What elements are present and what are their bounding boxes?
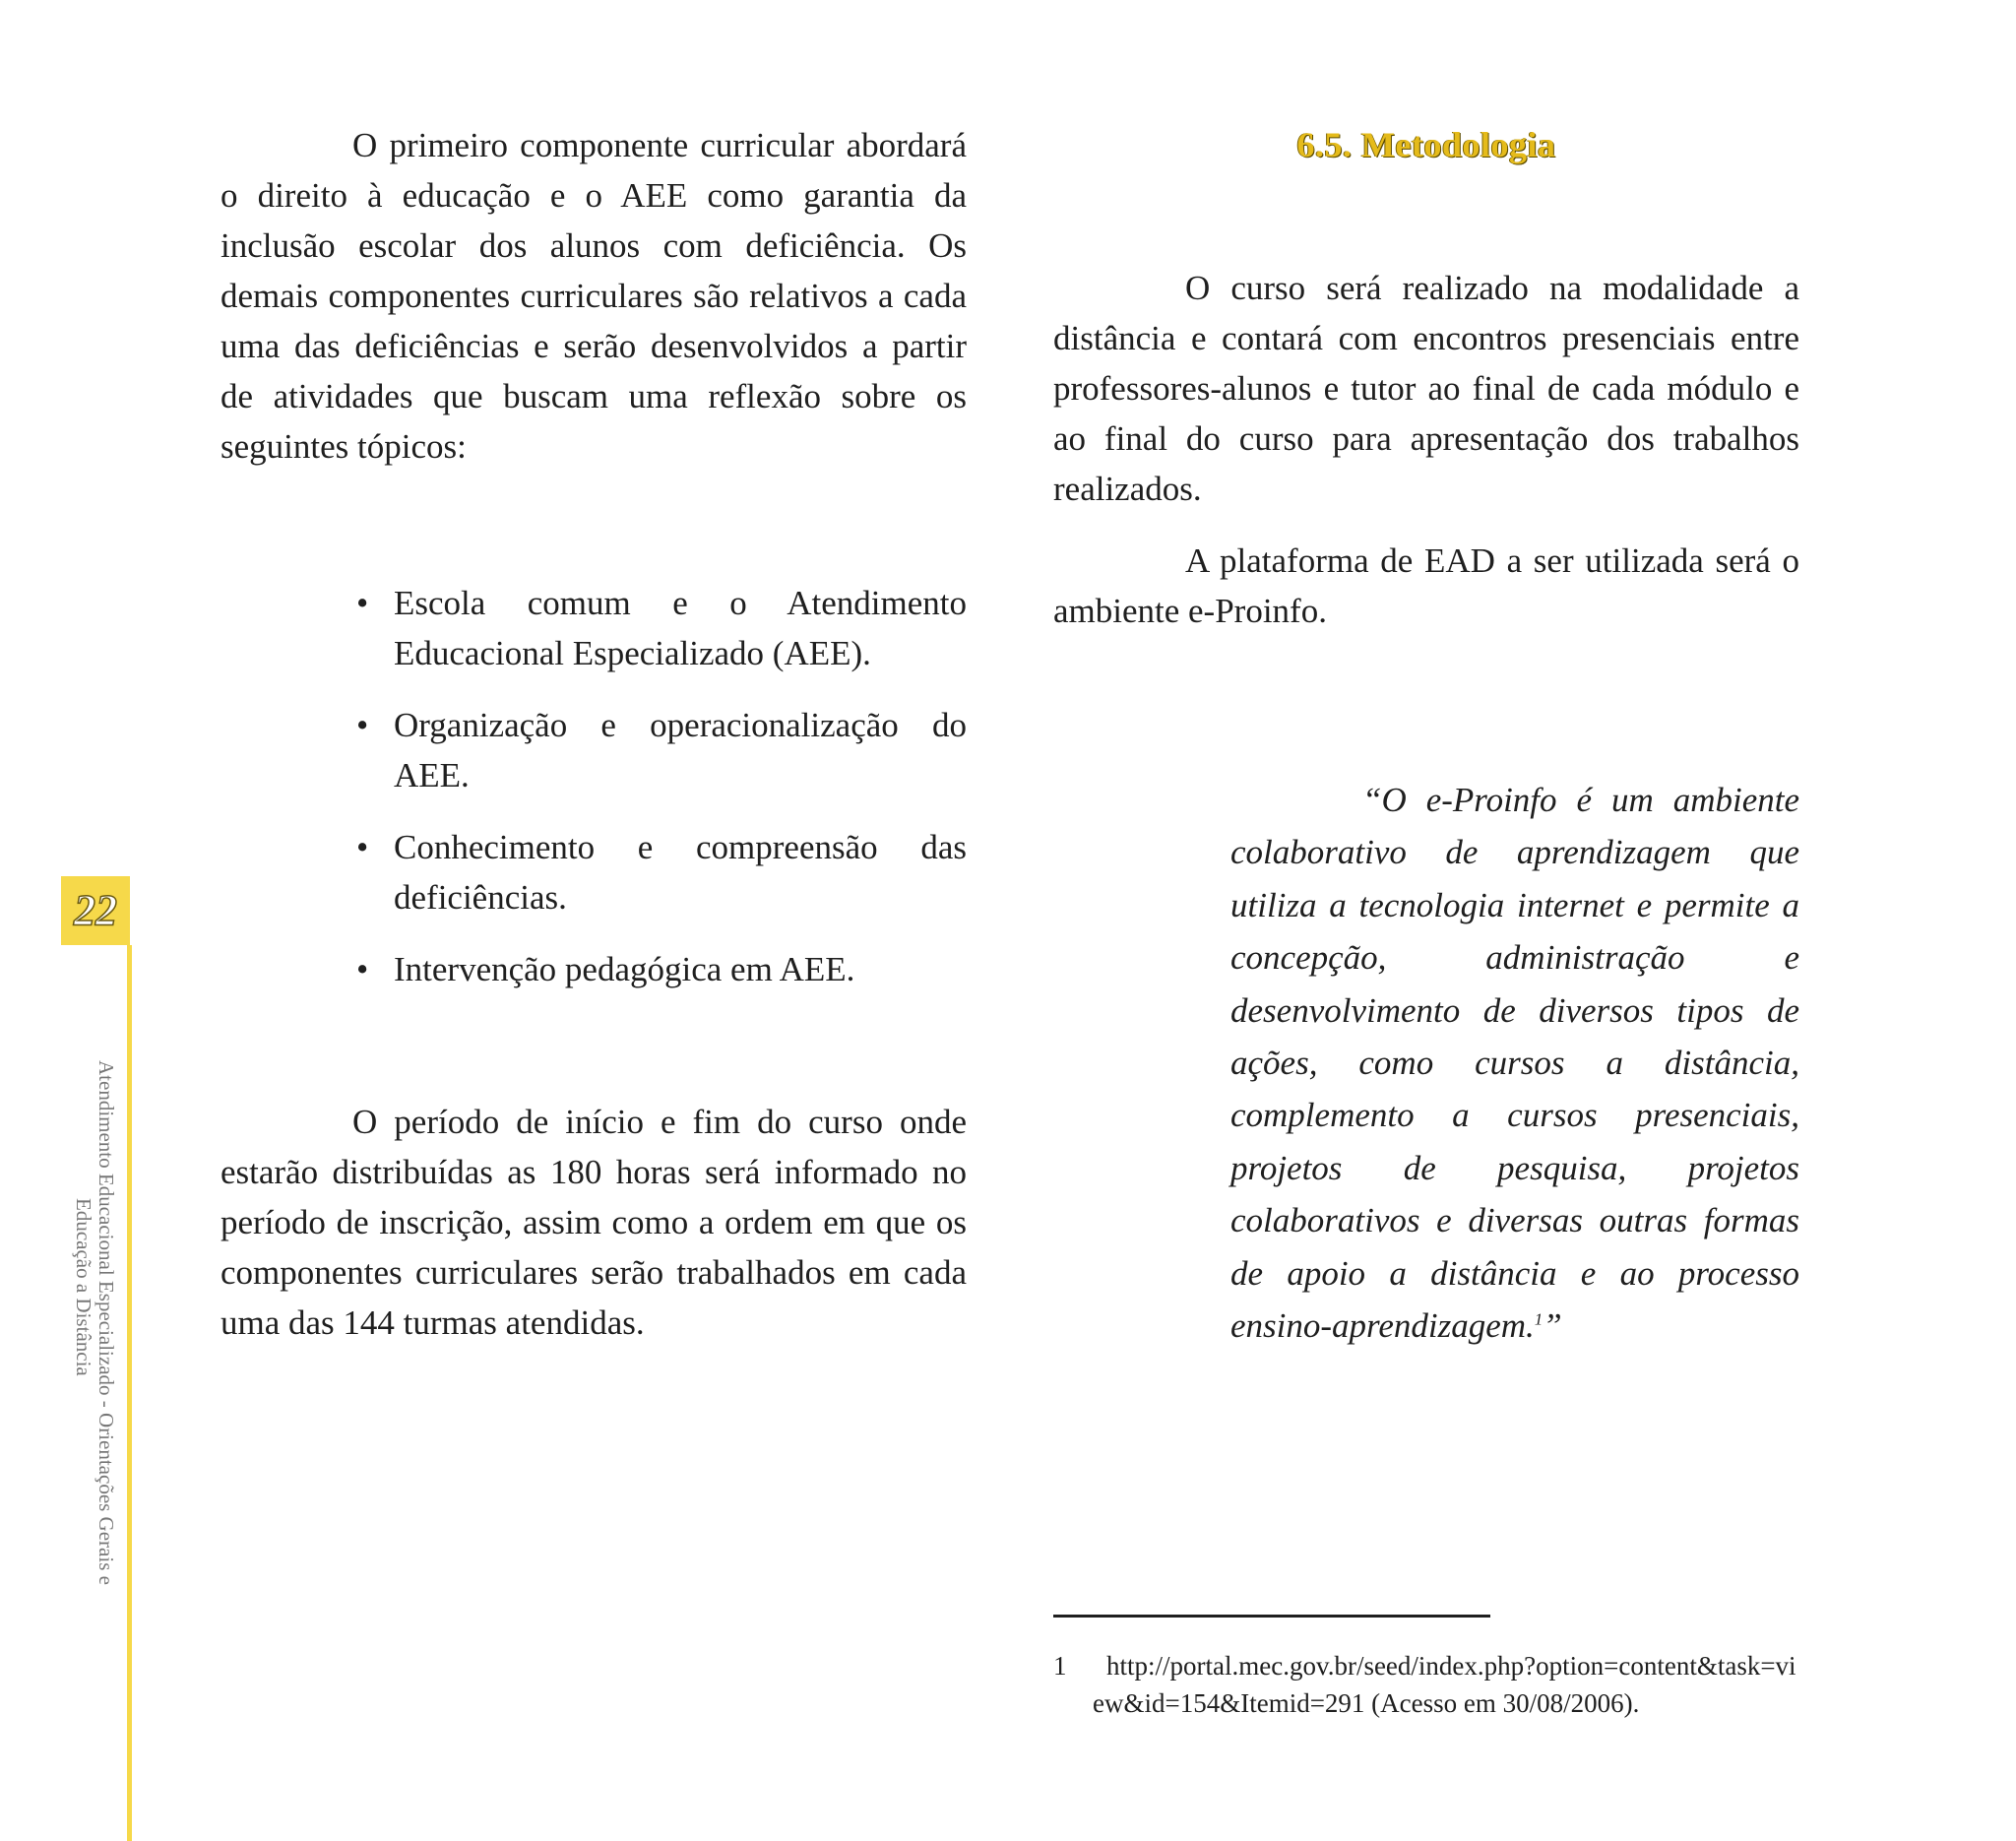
footnote: [1053, 1647, 1799, 1722]
footnote-reference[interactable]: 1: [1534, 1309, 1544, 1329]
topic-text: Organização e operacionalização do AEE.: [394, 706, 967, 794]
topic-text: Intervenção pedagógica em AEE.: [394, 950, 855, 988]
platform-paragraph: A plataforma de EAD a ser utilizada será o ambiente e-Proinfo.: [1053, 541, 1799, 630]
page-number: 22: [74, 886, 117, 934]
running-title-line-1: Atendimento Educacional Especializado - Orientações Gerais e: [94, 1060, 118, 1585]
topics-list: [352, 578, 967, 994]
period-paragraph: O período de início e fim do curso onde estarão distribuídas as 180 horas será informado no período de inscrição, assim como a ordem em que os componentes curriculares serão trabalhados em cada uma das 144 turmas atendidas.: [220, 1103, 967, 1342]
list-item: [352, 578, 967, 678]
section-title: 6.5. Metodologia: [1296, 125, 1556, 164]
bullet-icon: •: [356, 584, 369, 622]
list-item: [352, 944, 967, 994]
footnote-number: 1: [1053, 1651, 1067, 1681]
methodology-paragraph: O curso será realizado na modalidade a distância e contará com encontros presenciais entre professores-alunos e tutor ao final de cada módulo e ao final do curso para apresentação dos trabalhos realizados.: [1053, 269, 1799, 508]
running-title-line-2: Educação a Distância: [72, 1198, 95, 1376]
bullet-icon: •: [356, 706, 369, 744]
right-column: [1053, 120, 1799, 636]
quote-closing-mark: ”: [1543, 1306, 1562, 1346]
topic-text: Conhecimento e compreensão das deficiências.: [394, 828, 967, 917]
topic-text: Escola comum e o Atendimento Educacional Especializado (AEE).: [394, 584, 967, 672]
left-column: [220, 120, 967, 1348]
running-title: [72, 1060, 117, 1585]
list-item: [352, 822, 967, 922]
quote-text: “O e-Proinfo é um ambiente colaborativo de aprendizagem que utiliza a tecnologia internet e permite a concepção, administração e desenvolvimento de diversos tipos de ações, como cursos a distância, complemento a cursos presenciais, projetos de pesquisa, projetos colaborativos e diversas outras formas de apoio a distância e ao processo ensino-aprendizagem.: [1230, 781, 1799, 1346]
block-quote: [1230, 774, 1799, 1352]
footnote-link[interactable]: http://portal.mec.gov.br/seed/index.php?option=content&task=view&id=154&Itemid=291 (Acesso em 30/08/2006).: [1093, 1651, 1796, 1718]
intro-paragraph: O primeiro componente curricular abordará o direito à educação e o AEE como garantia da inclusão escolar dos alunos com deficiência. Os demais componentes curriculares são relativos a cada uma das deficiências e serão desenvolvidos a partir de atividades que buscam uma reflexão sobre os seguintes tópicos:: [220, 126, 967, 466]
sidebar-rule: [127, 945, 132, 1841]
bullet-icon: •: [356, 950, 369, 988]
footnote-divider: [1053, 1615, 1490, 1618]
list-item: [352, 700, 967, 800]
bullet-icon: •: [356, 828, 369, 866]
